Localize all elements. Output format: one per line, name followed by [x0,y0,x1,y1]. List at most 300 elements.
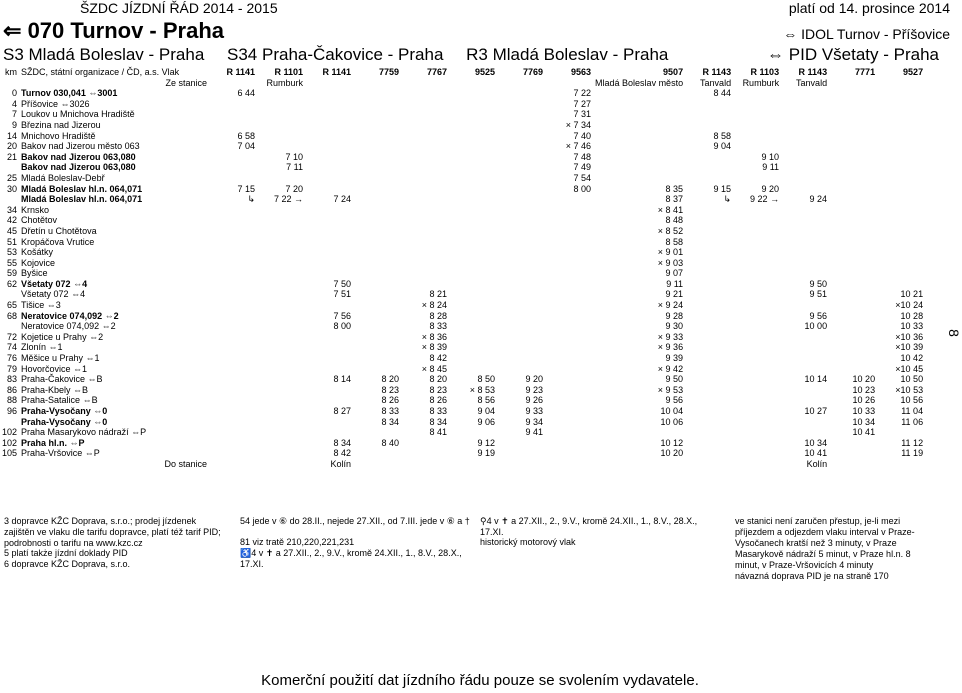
time-cell [685,448,733,459]
time-cell [257,247,305,258]
time-cell [257,141,305,152]
km-cell: 45 [7,225,18,236]
time-cell: ↳ [723,194,732,205]
time-cell [733,215,781,226]
km-cell [0,459,19,470]
time-cell: 9 12 [477,437,496,448]
note-4b: ⚲4 v ✝ a 27.XII., 2., 9.V., kromě 24.XII., 1., 8.V., 28.X., 17.XI. [480,516,698,537]
note-54: 54 jede v ⑥ do 28.II., nejede 27.XII., od 7.III. jede v ⑥ a † [240,516,470,526]
time-cell [257,258,305,269]
time-cell [449,109,497,120]
time-cell: 10 34 [804,437,828,448]
station-row [0,289,925,300]
time-cell [305,300,353,311]
time-cell: 7 24 [333,194,352,205]
km-cell: 53 [7,247,18,258]
time-cell: 8 33 [429,406,448,416]
time-cell [449,332,497,343]
time-cell [733,237,781,248]
time-cell: 9525 [475,67,496,77]
time-cell [781,173,829,184]
time-cell: R 1101 [274,67,304,77]
time-cell [353,237,401,248]
station-name: Bakov nad Jizerou město 063 [21,141,140,152]
time-cell [449,205,497,216]
time-cell [733,289,781,300]
time-cell: 9 30 [665,321,684,332]
time-cell: ×10 36 [895,331,924,342]
time-cell [209,226,257,237]
time-cell [257,173,305,184]
time-cell [545,300,593,311]
time-cell [209,120,257,131]
time-cell [733,395,781,406]
km-cell: 21 [7,151,18,162]
time-cell: 7 31 [573,109,592,120]
time-cell [545,237,593,248]
time-cell [209,215,257,226]
station-name: Praha Masarykovo nádraží ⇔P [21,427,147,438]
time-cell [829,215,877,226]
time-cell: 8 34 [381,416,400,427]
time-cell [685,406,733,417]
time-cell [305,226,353,237]
time-cell [353,109,401,120]
time-cell [497,109,545,120]
time-cell [353,99,401,110]
time-cell: × 9 53 [657,384,684,395]
time-cell [877,152,925,163]
station-row [0,427,925,438]
time-cell [685,237,733,248]
station-row [0,300,925,311]
station-row [0,226,925,237]
time-cell: 7 51 [333,289,352,300]
time-cell [449,311,497,322]
time-cell: Kolín [806,458,828,469]
time-cell: 8 58 [665,236,684,247]
station-row [0,268,925,279]
station-name: Praha-Vysočany ⇔0 [21,406,108,416]
time-cell: 10 20 [852,374,876,385]
time-cell [305,342,353,353]
time-cell [781,385,829,396]
time-cell: 9 51 [809,289,828,300]
time-cell [209,332,257,343]
time-cell [733,99,781,110]
time-cell [305,162,353,173]
time-cell [449,237,497,248]
time-cell [733,342,781,353]
station-name: Bakov nad Jizerou 063,080 [21,162,136,173]
station-row [0,279,925,290]
time-cell: 7 11 [286,162,304,173]
time-cell [209,374,257,385]
time-cell [257,395,305,406]
time-cell [545,279,593,290]
time-cell [305,131,353,142]
time-cell [257,342,305,353]
time-cell [305,268,353,279]
time-cell [305,205,353,216]
time-cell: × 9 03 [657,257,684,268]
time-cell: 7 48 [573,151,592,162]
time-cell: 9 11 [666,278,684,289]
time-cell [449,141,497,152]
time-cell [733,205,781,216]
time-cell: 8 33 [381,406,400,416]
time-cell [781,353,829,364]
page-title: ⇐ 070 Turnov - Praha [3,18,225,43]
time-cell [209,99,257,110]
time-cell [781,258,829,269]
time-cell: 8 41 [429,427,448,438]
time-cell [209,205,257,216]
time-cell: 9 24 [809,194,828,205]
time-cell: 10 23 [852,384,876,395]
time-cell [733,311,781,322]
time-cell [781,364,829,375]
time-cell [209,395,257,406]
time-cell [305,247,353,258]
time-cell [685,427,733,438]
station-name: Mnichovo Hradiště [21,130,96,141]
time-cell [593,131,685,142]
station-name: Všetaty 072 ⇔4 [21,289,86,300]
time-cell [545,215,593,226]
time-cell: 9 56 [809,310,828,321]
station-name: SŽDC, státní organizace / ČD, a.s. Vlak [21,67,180,77]
time-cell [781,226,829,237]
time-cell [305,417,353,428]
time-cell [545,321,593,332]
time-cell [257,279,305,290]
time-cell [497,459,545,470]
time-cell [685,289,733,300]
km-cell: 14 [7,130,18,141]
time-cell: Tanvald [796,77,828,88]
time-cell [497,162,545,173]
time-cell: 11 04 [901,406,924,416]
time-cell [781,141,829,152]
time-cell [829,311,877,322]
km-cell: 72 [7,331,18,342]
time-cell [829,131,877,142]
timetable [0,67,925,470]
time-cell: 9 28 [665,310,684,321]
km-cell: km [5,67,18,77]
time-cell: 8 34 [429,416,448,427]
km-cell [0,289,19,300]
time-cell [685,120,733,131]
time-cell [685,332,733,343]
time-cell [733,321,781,332]
time-cell [685,353,733,364]
time-cell: ×10 45 [895,363,924,374]
time-cell: 10 56 [900,395,924,406]
time-cell [545,332,593,343]
time-cell [257,459,305,470]
station-row [0,205,925,216]
time-cell [209,258,257,269]
station-row [0,173,925,184]
time-cell [497,268,545,279]
time-cell [353,78,401,89]
pid-note: ⇔ PID Všetaty - Praha [767,45,939,64]
time-cell [877,162,925,173]
time-cell [593,141,685,152]
time-cell: 9 23 [525,384,544,395]
time-cell: 10 06 [660,416,684,427]
station-name: Mladá Boleslav hl.n. 064,071 [21,183,143,194]
time-cell [401,438,449,449]
time-cell [353,88,401,99]
time-cell [545,385,593,396]
time-cell [497,141,545,152]
station-name: Kojovice [21,257,56,268]
time-cell [593,152,685,163]
time-cell [545,353,593,364]
time-cell [781,395,829,406]
time-cell [401,268,449,279]
time-cell [497,438,545,449]
time-cell: 7 49 [573,162,592,173]
time-cell [781,88,829,99]
time-cell [829,88,877,99]
station-name: Zlonín ⇔1 [21,342,63,353]
time-cell [449,226,497,237]
time-cell [209,152,257,163]
time-cell [449,184,497,195]
time-cell: 7 22 → [274,194,304,205]
time-cell [877,194,925,205]
station-name: Mladá Boleslav-Debř [21,172,105,183]
time-cell [685,385,733,396]
time-cell: 9563 [571,67,592,77]
time-cell [401,78,449,89]
time-cell [877,88,925,99]
time-cell [829,247,877,258]
time-cell [305,173,353,184]
time-cell: 8 56 [477,395,496,406]
time-cell [449,321,497,332]
note-historic: historický motorový vlak [480,537,576,547]
time-cell [733,279,781,290]
time-cell [685,258,733,269]
station-row [0,194,925,205]
time-cell: Kolín [330,458,352,469]
station-row [0,141,925,152]
page-number: 8 [946,329,962,337]
station-row [0,109,925,120]
km-cell: 55 [7,257,18,268]
time-cell: 10 33 [900,321,924,332]
time-cell [733,88,781,99]
time-cell [497,311,545,322]
note-4: ♿4 v ✝ a 27.XII., 2., 9.V., kromě 24.XII., 1., 8.V., 28.X., 17.XI. [240,548,462,569]
time-cell [781,417,829,428]
time-cell [497,237,545,248]
time-cell [733,332,781,343]
time-cell: Mladá Boleslav město [595,77,684,88]
time-cell [733,364,781,375]
time-cell [449,131,497,142]
time-cell [877,268,925,279]
station-row [0,88,925,99]
time-cell [305,184,353,195]
time-cell [593,88,685,99]
time-cell: 8 28 [429,310,448,321]
time-cell [545,311,593,322]
time-cell: 10 27 [804,406,828,416]
time-cell: × 9 24 [657,300,684,311]
km-cell: 30 [7,183,18,194]
time-cell [401,459,449,470]
station-name: Březina nad Jizerou [21,119,101,130]
time-cell: 7 27 [573,98,592,109]
time-cell: 10 26 [852,395,876,406]
station-row [0,131,925,142]
time-cell [257,448,305,459]
station-row [0,374,925,385]
station-row [0,184,925,195]
time-cell [733,427,781,438]
time-cell [401,247,449,258]
time-cell [305,427,353,438]
time-cell [497,247,545,258]
time-cell: 6 44 [237,88,256,99]
time-cell [257,353,305,364]
time-cell [733,268,781,279]
time-cell [685,205,733,216]
station-row [0,342,925,353]
time-cell [545,448,593,459]
time-cell [401,448,449,459]
time-cell [353,427,401,438]
time-cell [781,332,829,343]
time-cell: 8 34 [333,437,352,448]
time-cell: 10 42 [900,353,924,364]
time-cell: 9 41 [525,427,544,438]
time-cell [305,395,353,406]
time-cell [733,406,781,417]
time-cell [497,353,545,364]
time-cell [829,120,877,131]
km-cell: 51 [7,236,18,247]
time-cell [353,194,401,205]
time-cell: × 9 33 [657,331,684,342]
time-cell: R 1103 [750,67,780,77]
time-cell [733,448,781,459]
time-cell: 7769 [523,67,544,77]
time-cell [733,459,781,470]
time-cell [497,184,545,195]
time-cell: × 8 41 [657,204,684,215]
km-cell: 0 [12,88,18,99]
time-cell [401,237,449,248]
time-cell [305,215,353,226]
time-cell: 9 56 [665,395,684,406]
time-cell: 10 04 [660,406,684,416]
station-row [0,353,925,364]
time-cell [353,342,401,353]
time-cell: 7 54 [573,172,592,183]
time-cell [733,247,781,258]
time-cell [449,215,497,226]
time-cell [829,205,877,216]
time-cell [257,99,305,110]
time-cell [733,353,781,364]
time-cell: 7 40 [573,130,592,141]
time-cell [305,364,353,375]
time-cell [685,162,733,173]
time-cell [353,141,401,152]
time-cell [829,438,877,449]
time-cell [685,438,733,449]
km-cell: 20 [7,141,18,152]
time-cell: 10 41 [804,448,828,459]
time-cell [685,268,733,279]
time-cell [829,184,877,195]
time-cell [209,417,257,428]
time-cell [497,321,545,332]
time-cell: R 1143 [702,67,732,77]
time-cell: 11 12 [901,437,924,448]
time-cell: 10 33 [852,406,876,416]
time-cell [305,120,353,131]
time-cell [449,173,497,184]
time-cell: 11 06 [901,416,924,427]
time-cell [209,162,257,173]
time-cell [545,247,593,258]
time-cell [685,300,733,311]
time-cell [305,353,353,364]
footer: Komerční použití dat jízdního řádu pouze se svolením vydavatele. [261,672,699,689]
time-cell [305,332,353,343]
from-row [0,78,925,89]
time-cell [305,152,353,163]
time-cell [353,300,401,311]
time-cell [497,99,545,110]
time-cell [877,459,925,470]
time-cell: 9 06 [477,416,496,427]
time-cell [497,215,545,226]
validity: platí od 14. prosince 2014 [788,0,950,16]
time-cell [353,215,401,226]
time-cell [497,364,545,375]
time-cell [829,364,877,375]
time-cell: 7 10 [285,151,304,162]
time-cell: × 8 53 [469,384,496,395]
time-cell [305,141,353,152]
time-cell [877,109,925,120]
time-cell [545,342,593,353]
time-cell [497,289,545,300]
time-cell [257,300,305,311]
station-name: Dřetín u Chotětova [21,225,97,236]
time-cell: 9 04 [713,141,732,152]
time-cell [305,88,353,99]
time-cell [685,152,733,163]
time-cell: 11 19 [901,448,924,459]
time-cell [685,417,733,428]
time-cell [497,120,545,131]
station-name: Praha-Čakovice ⇔B [21,374,103,385]
time-cell [209,385,257,396]
km-cell: 34 [7,204,18,215]
time-cell [353,226,401,237]
time-cell [257,237,305,248]
